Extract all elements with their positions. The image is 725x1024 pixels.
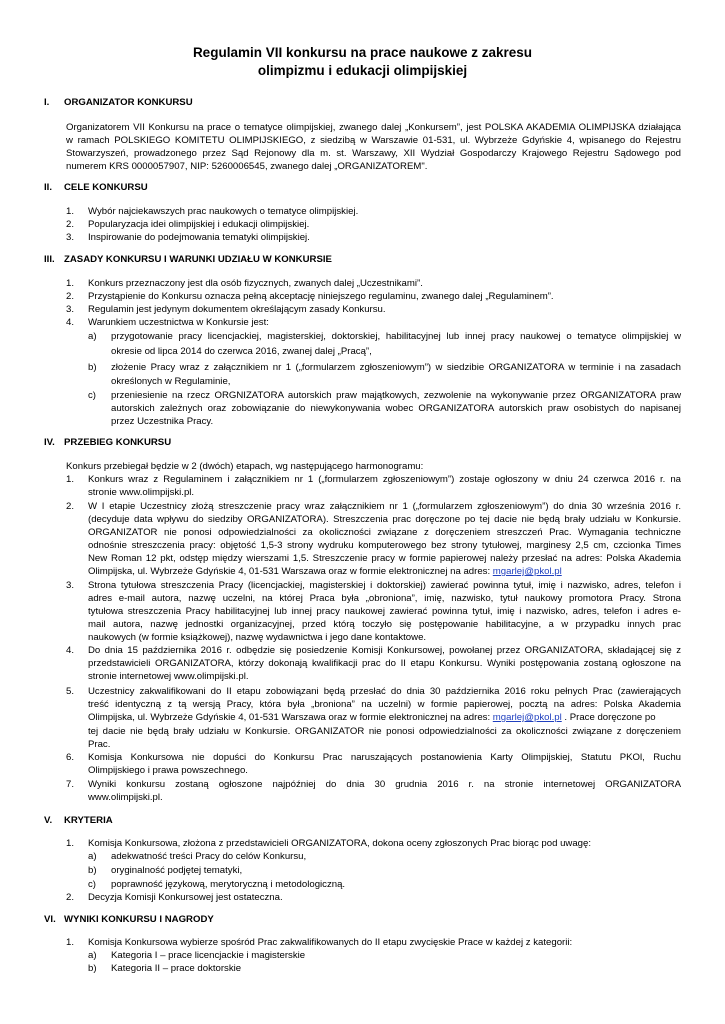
procedure-item-line: Prac. [88,739,111,750]
procedure-item-line: www.olimpijski.pl. [88,792,163,803]
sublist-letter: c) [88,879,96,890]
procedure-item-line [88,566,562,578]
list-number: 3. [66,580,75,591]
condition-item-line: okresie od lipca 2014 do czerwca 2016, zwanej dalej „Pracą”, [111,346,372,357]
organizer-paragraph-line: numerem KRS 0000057907, NIP: 5260006545, zwanego dalej „ORGANIZATOREM". [66,161,428,172]
section-title: WYNIKI KONKURSU I NAGRODY [64,914,214,925]
section-title: KRYTERIA [64,815,113,826]
criteria-subitem: oryginalność podjętej tematyki, [111,865,243,876]
section-heading-rules [44,254,332,266]
section-number: III. [44,254,55,265]
procedure-item-line: naukowych (w formie książkowej), nazwę wydawnictwa i jego dane kontaktowe. [88,632,427,643]
sublist-letter: a) [88,851,97,862]
procedure-item-line: Komisja Konkursowa nie dopuści do Konkursu Prac naruszających postanowienia Karty Olimpijskiej, Statutu PKOl, Ruchu [88,752,681,763]
criteria-item: Komisja Konkursowa, złożona z przedstawicieli ORGANIZATORA, dokona oceny zgłoszonych Prac biorąc pod uwagę: [88,838,592,849]
condition-item-line: autorskich zależnych oraz zobowiązanie do niewykonywania wobec ORGANIZATORA autorskich praw osobistych do napisanej [111,403,681,414]
procedure-item-line: Konkurs wraz z Regulaminem i załącznikiem nr 1 („formularzem zgłoszeniowym”) zostaje ogłoszony w dniu 24 czerwca 2016 r. na [88,474,681,485]
criteria-subitem: poprawność językową, merytoryczną i metodologiczną. [111,879,346,890]
list-number: 6. [66,752,75,763]
list-number: 1. [66,206,75,217]
section-title: ZASADY KONKURSU I WARUNKI UDZIAŁU W KONKURSIE [64,254,332,265]
condition-item-line: określonych w Regulaminie, [111,376,231,387]
procedure-item-line: Strona tytułowa streszczenia Pracy (licencjackiej, magisterskiej i doktorskiej) zawierać powinna tytuł, imię i nazwisko, adres, telefon i [88,580,681,591]
rule-item: Warunkiem uczestnictwa w Konkursie jest: [88,317,269,328]
section-heading-criteria [44,815,113,827]
organizer-paragraph-line: Stowarzyszeń, prowadzonego przez Sąd Rejonowy dla m. st. Warszawy, XII Wydział Gospodarczy Krajowego Rejestru Sądowego pod [66,148,681,159]
procedure-item-line: tej dacie nie będą brały udziału w Konkursie. ORGANIZATOR nie ponosi odpowiedzialności za okoliczności związane z doręczeniem [88,726,681,737]
rule-item: Przystąpienie do Konkursu oznacza pełną akceptację niniejszego regulaminu, zwanego dalej „Regulaminem”. [88,291,554,302]
document-title-line-1: Regulamin VII konkursu na prace naukowe z zakresu [192,45,533,60]
document-title-line-2: olimpizmu i edukacji olimpijskiej [257,63,468,78]
condition-item-line: przeniesienie na rzecz ORGNIZATORA autorskich praw majątkowych, zezwolenie na wykonywanie przez ORGANIZATORA praw [111,390,681,401]
sublist-letter: b) [88,865,97,876]
condition-item-line: przez Uczestnika Pracy. [111,416,214,427]
list-number: 3. [66,304,75,315]
sublist-letter: c) [88,390,96,401]
procedure-item-text: . Prace doręczone po [561,712,656,723]
procedure-item-line [88,712,656,724]
section-number: VI. [44,914,56,925]
condition-item-line: przygotowanie pracy licencjackiej, magisterskiej, doktorskiej, habilitacyjnej lub innej pracy naukowej o tematyce olimpijskiej w [111,331,681,342]
procedure-item-line: Olimpijskiego i prawa powszechnego. [88,765,248,776]
procedure-item-line: stronie internetowej www.olimpijski.pl. [88,671,249,682]
section-number: I. [44,97,50,108]
sublist-letter: a) [88,331,97,342]
section-heading-procedure [44,437,171,449]
procedure-item-text: Olimpijska, ul. Wybrzeże Gdyńskie 4, 01-531 Warszawa oraz w formie elektronicznej na adres: [88,712,493,723]
goal-item: Inspirowanie do podejmowania tematyki olimpijskiej. [88,232,310,243]
section-number: IV. [44,437,55,448]
procedure-item-line: adres e-mail autora, nazwę uczelni, na której Praca była „obroniona”, imię, nazwisko, tytuł naukowy promotora Pracy. Strona [88,593,681,604]
procedure-item-line: odnośnie streszczenia pracy: objętość 1,5-3 strony wydruku komputerowego bez strony tytułowej, marginesy 2,5 cm, czcionka Times [88,540,681,551]
sublist-letter: b) [88,362,97,373]
list-number: 2. [66,501,75,512]
procedure-item-line: tytułowa streszczenia Pracy habilitacyjnej lub innej pracy naukowej zawierać powinna tytuł, imię i nazwisko, adres, telefon i adres e- [88,606,681,617]
list-number: 1. [66,838,75,849]
list-number: 2. [66,892,75,903]
list-number: 2. [66,291,75,302]
section-title: PRZEBIEG KONKURSU [64,437,172,448]
procedure-item-line: mail autora, nazwę jednostki organizacyjnej, przed którą toczyło się postępowanie habilitacyjne, a w przypadku innych prac [88,619,681,630]
rule-item: Konkurs przeznaczony jest dla osób fizycznych, zwanych dalej „Uczestnikami”. [88,278,423,289]
list-number: 4. [66,645,75,656]
procedure-item-line: W I etapie Uczestnicy złożą streszczenie pracy wraz załącznikiem nr 1 („formularzem zgłoszeniowym”) do dnia 30 września 2016 r. [88,501,681,512]
section-heading-goals [44,182,148,194]
results-item: Komisja Konkursowa wybierze spośród Prac zakwalifikowanych do II etapu zwycięskie Prace w każdej z kategorii: [88,937,573,948]
condition-item-line: złożenie Pracy wraz z załącznikiem nr 1 („formularzem zgłoszeniowym”) w siedzibie ORGANIZATORA w terminie i na zasadach [111,362,681,373]
organizer-paragraph-line: Organizatorem VII Konkursu na prace o tematyce olimpijskiej, zwanego dalej „Konkursem”, jest POLSKA AKADEMIA OLIMPIJSKA działająca [66,122,681,133]
section-title: CELE KONKURSU [64,182,148,193]
goal-item: Popularyzacja idei olimpijskiej i edukacji olimpijskiej. [88,219,310,230]
sublist-letter: a) [88,950,97,961]
section-number: V. [44,815,53,826]
procedure-item-line: Wyniki konkursu zostaną ogłoszone najpóźniej do dnia 30 grudnia 2016 r. na stronie internetowej ORGANIZATORA [88,779,681,790]
procedure-item-line: (decyduje data wpływu do siedziby ORGANIZATORA). Streszczenia prac doręczone po tej dacie nie będą brały udziału w Konkursie. [88,514,681,525]
list-number: 5. [66,686,75,697]
email-link[interactable]: mgarlej@pkol.pl [492,712,562,723]
section-heading-organizer [44,97,193,109]
procedure-item-line: treść identyczną z tą wersją Pracy, która była „broniona” na uczelni) w formie papierowej, pocztą na adres: Polska Akademia [88,699,681,710]
section-number: II. [44,182,52,193]
list-number: 2. [66,219,75,230]
goal-item: Wybór najciekawszych prac naukowych o tematyce olimpijskiej. [88,206,359,217]
criteria-item: Decyzja Komisji Konkursowej jest ostateczna. [88,892,283,903]
results-category: Kategoria II – prace doktorskie [111,963,242,974]
criteria-subitem: adekwatność treści Pracy do celów Konkursu, [111,851,307,862]
list-number: 7. [66,779,75,790]
list-number: 3. [66,232,75,243]
procedure-item-line: Do dnia 15 października 2016 r. odbędzie się posiedzenie Komisji Konkursowej, powołanej przez ORGANIZATORA, składającej się z [88,645,681,656]
list-number: 1. [66,937,75,948]
procedure-intro: Konkurs przebiegał będzie w 2 (dwóch) etapach, wg następującego harmonogramu: [66,461,424,472]
procedure-item-line: New Roman 12 pkt, odstęp między wierszami 1,5. Streszczenie pracy w formie papierowej należy przesłać na adres: Polska Akademia [88,553,681,564]
procedure-item-line: stronie www.olimpijski.pl. [88,487,195,498]
procedure-item-line: przedstawicieli ORGANIZATORA, którzy dokonają kwalifikacji prac do II etapu Konkursu. Wyniki postępowania zostaną ogłoszone na [88,658,681,669]
list-number: 1. [66,474,75,485]
procedure-item-line: ORGANIZATOR nie ponosi odpowiedzialności za okoliczności związane z doręczeniem streszczeń Prac. Wymagania techniczne [88,527,681,538]
section-heading-results [44,914,214,926]
section-title: ORGANIZATOR KONKURSU [64,97,193,108]
results-category: Kategoria I – prace licencjackie i magisterskie [111,950,306,961]
list-number: 1. [66,278,75,289]
list-number: 4. [66,317,75,328]
procedure-item-text: Olimpijska, ul. Wybrzeże Gdyńskie 4, 01-531 Warszawa oraz w formie elektronicznej na adres: [88,566,493,577]
procedure-item-line: Uczestnicy zakwalifikowani do II etapu zobowiązani będą przesłać do dnia 30 października 2016 roku pełnych Prac (zawierających [88,686,681,697]
organizer-paragraph-line: w ramach POLSKIEGO KOMITETU OLIMPIJSKIEGO, z siedzibą w Warszawie 01-531, ul. Wybrzeże Gdyńskie 4, wpisanego do Rejestru [66,135,681,146]
rule-item: Regulamin jest jedynym dokumentem określającym zasady Konkursu. [88,304,386,315]
sublist-letter: b) [88,963,97,974]
email-link[interactable]: mgarlej@pkol.pl [492,566,562,577]
